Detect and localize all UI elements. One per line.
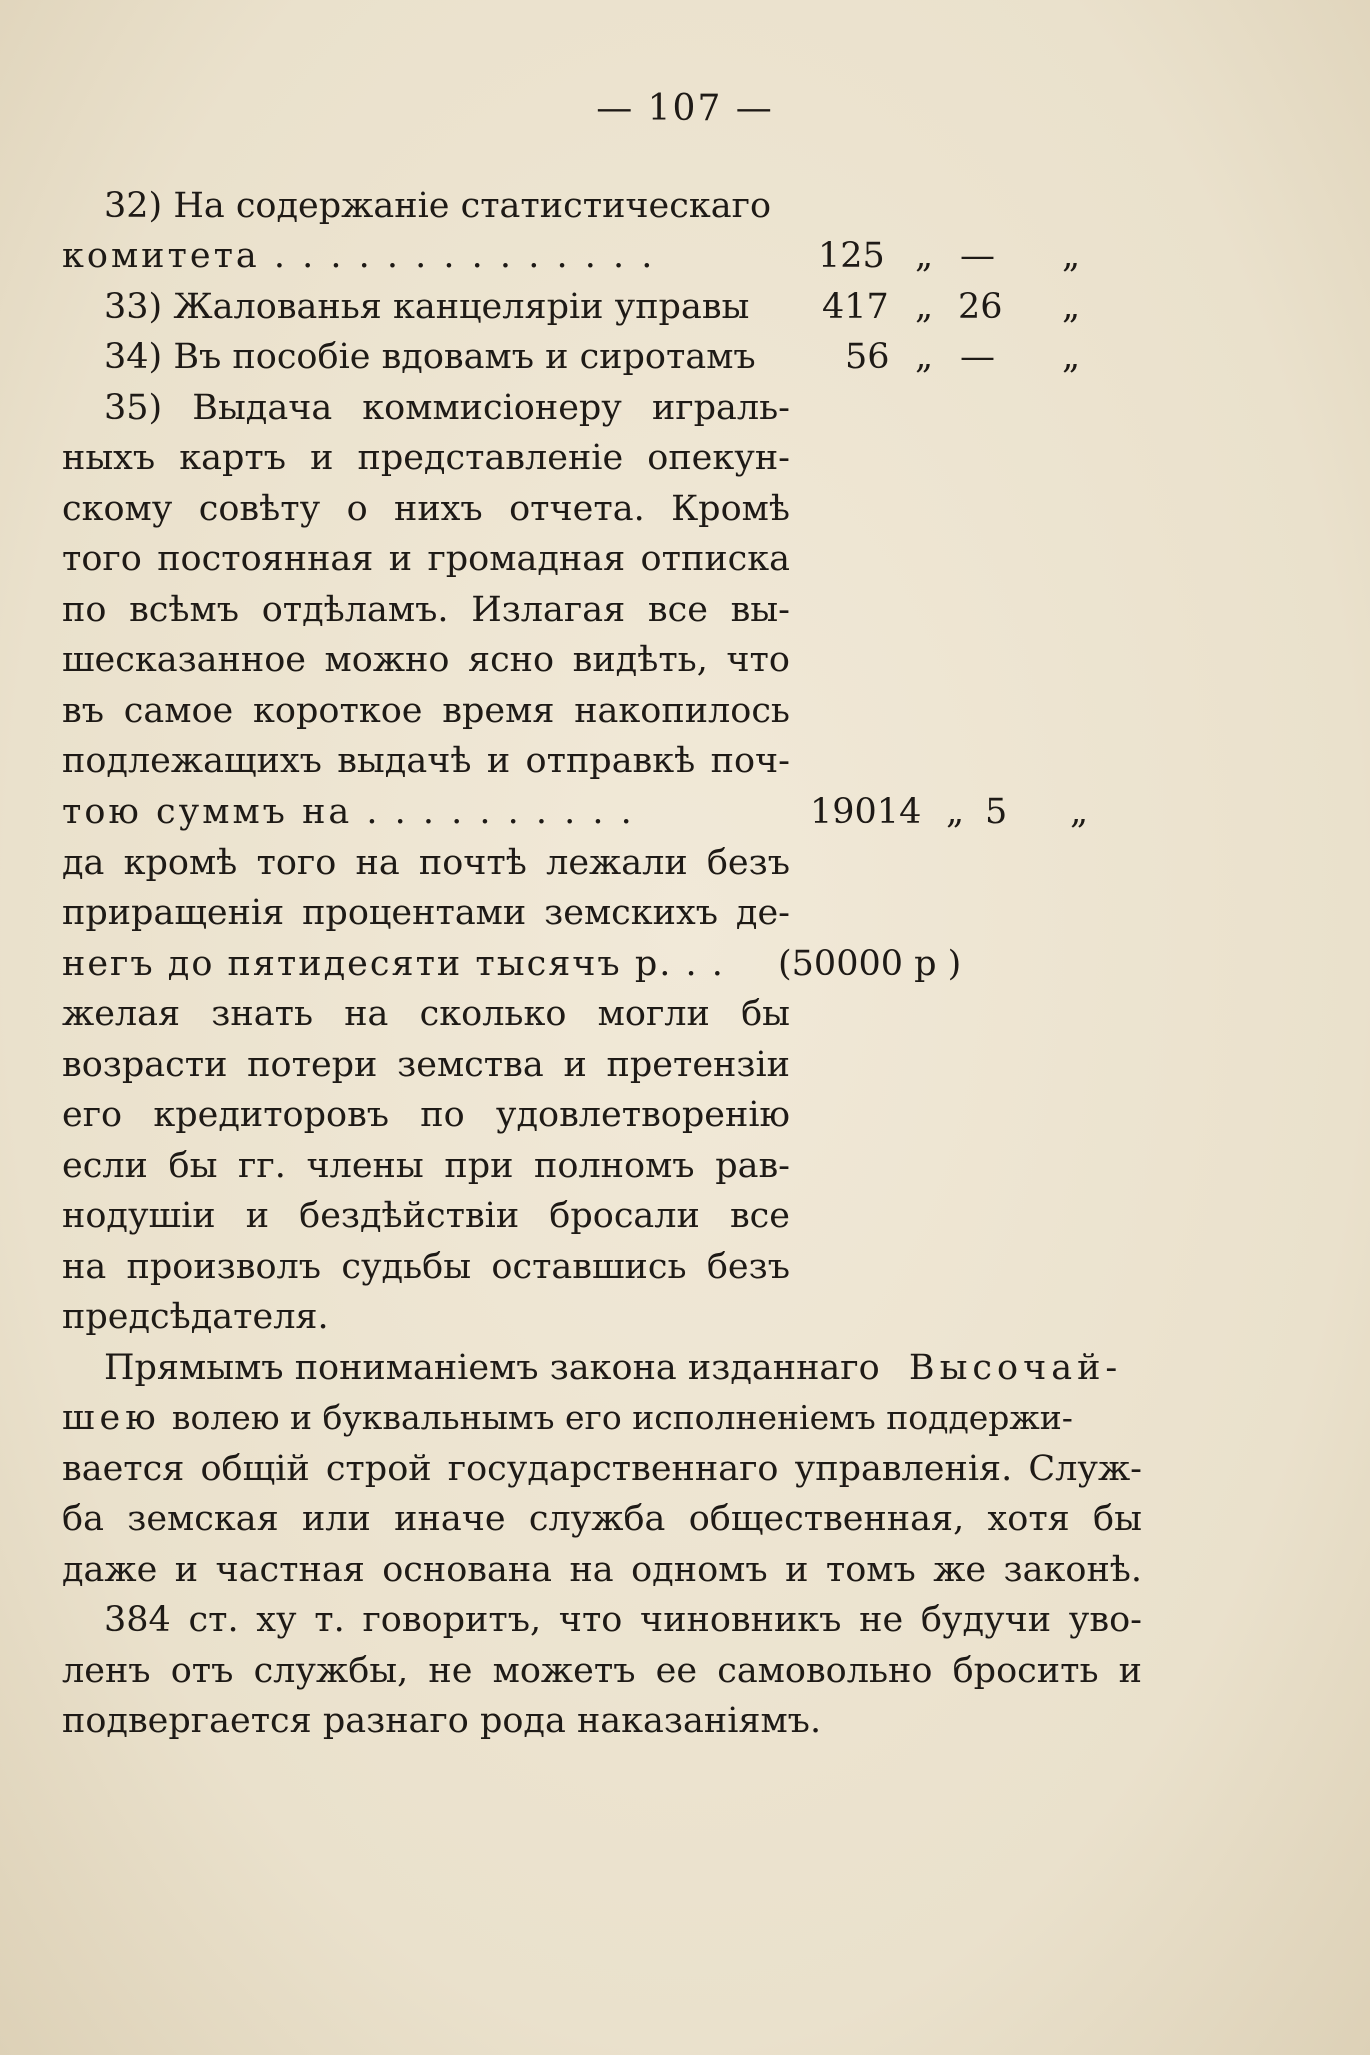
page-number: — 107 —: [596, 88, 774, 129]
item-35-line: шесказанное можно ясно видѣть, что: [62, 640, 790, 680]
item-33-rubles: 417: [822, 287, 889, 327]
item-35-line: нодушіи и бездѣйствіи бросали все: [62, 1196, 790, 1236]
paragraph-1-line-1: [104, 1344, 1142, 1392]
item-34-line: 34) Въ пособіе вдовамъ и сиротамъ: [104, 337, 756, 377]
item-35-sum-sep: „: [946, 792, 965, 832]
item-35-line: возрасти потери земства и претензіи: [62, 1045, 790, 1085]
item-35-line: да кромѣ того на почтѣ лежали безъ: [62, 843, 790, 883]
item-34-unit: „: [1062, 337, 1081, 377]
item-33-kopecks: 26: [958, 287, 1003, 327]
paragraph-1-line-2-spaced: шею: [62, 1398, 161, 1438]
item-35-fifty-line: негъ до пятидесяти тысячъ р. . .: [62, 944, 725, 984]
item-35-line: въ самое короткое время накопилось: [62, 691, 790, 731]
item-35-sum-line: тою суммъ на . . . . . . . . . .: [62, 792, 635, 832]
item-35-sum-rubles: 19014: [810, 792, 922, 832]
item-34-sep: „: [915, 337, 934, 377]
item-35-line: желая знать на сколько могли бы: [62, 994, 790, 1034]
item-35-line: скому совѣту о нихъ отчета. Кромѣ: [62, 489, 790, 529]
item-35-line: если бы гг. члены при полномъ рав-: [62, 1146, 790, 1186]
paragraph-2-line: подвергается разнаго рода наказаніямъ.: [62, 1701, 822, 1741]
paragraph-1-line: ба земская или иначе служба общественная, хотя бы: [62, 1499, 1142, 1539]
paragraph-1-line: даже и частная основана на одномъ и томъ же законѣ.: [62, 1550, 1142, 1590]
item-34-kopecks: —: [960, 337, 995, 377]
paragraph-2-line: 384 ст. ху т. говоритъ, что чиновникъ не будучи уво-: [104, 1600, 1142, 1640]
paragraph-2-line: ленъ отъ службы, не можетъ ее самовольно бросить и: [62, 1651, 1142, 1691]
item-35-line: ныхъ картъ и представленіе опекун-: [62, 438, 790, 478]
item-35-line: 35) Выдача коммисіонеру играль-: [104, 388, 790, 428]
item-35-sum-kopecks: 5: [985, 792, 1008, 832]
item-32-line-2: комитета . . . . . . . . . . . . . .: [62, 236, 656, 276]
paragraph-1-line-2: [62, 1394, 1142, 1442]
item-35-line: предсѣдателя.: [62, 1297, 329, 1337]
item-34-rubles: 56: [845, 337, 890, 377]
item-35-line: по всѣмъ отдѣламъ. Излагая все вы-: [62, 590, 790, 630]
item-33-line: 33) Жалованья канцеляріи управы: [104, 287, 750, 327]
item-35-line: его кредиторовъ по удовлетворенію: [62, 1095, 790, 1135]
paragraph-1-line-1-spaced: Высочай-: [908, 1348, 1123, 1388]
paragraph-1-line-1-start: Прямымъ пониманіемъ закона изданнаго: [104, 1348, 880, 1388]
item-32-unit: „: [1062, 236, 1081, 276]
item-35-sum-unit: „: [1070, 792, 1089, 832]
item-35-line: того постоянная и громадная отписка: [62, 539, 790, 579]
item-32-sep: „: [915, 236, 934, 276]
item-33-sep: „: [915, 287, 934, 327]
paragraph-1-line-2-rest: волею и буквальнымъ его исполненіемъ поддержи-: [171, 1398, 1073, 1437]
item-35-line: подлежащихъ выдачѣ и отправкѣ поч-: [62, 741, 790, 781]
item-35-line: на произволъ судьбы оставшись безъ: [62, 1247, 790, 1287]
item-32-rubles: 125: [818, 236, 885, 276]
paragraph-1-line: вается общій строй государственнаго управленія. Служ-: [62, 1449, 1142, 1489]
item-33-unit: „: [1062, 287, 1081, 327]
item-35-fifty-value: (50000 р ): [778, 944, 962, 984]
item-32-line-1: 32) На содержаніе статистическаго: [104, 186, 772, 226]
item-32-kopecks: —: [960, 236, 995, 276]
item-35-line: приращенія процентами земскихъ де-: [62, 893, 790, 933]
